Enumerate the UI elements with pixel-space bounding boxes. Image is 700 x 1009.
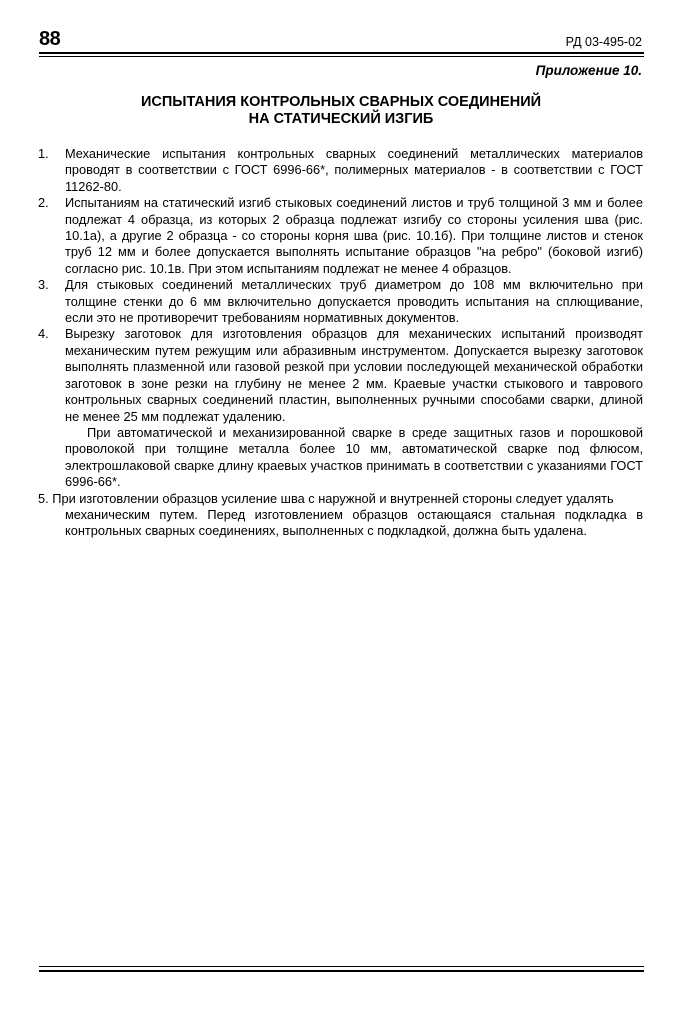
list-item-text: Испытаниям на статический изгиб стыковых соединений листов и труб толщиной 3 мм и более подлежат 4 образца, из которых 2 образца подлежат изгибу со стороны усиления шва (рис. 10.1а), а другие 2 образца - со стороны корня шва (рис. 10.1б). При толщине листов и стенок труб 12 мм и более допускается выполнять испытание образцов "на ребро" (боковой изгиб) согласно рис. 10.1в. При этом испытаниям подлежат не менее 4 образцов.: [65, 195, 643, 276]
document-body: [38, 146, 643, 540]
page-number: 88: [39, 28, 61, 50]
list-item-text: Вырезку заготовок для изготовления образцов для механических испытаний производят механическим путем режущим или абразивным инструментом. Допускается вырезку заготовок выполнять плазменной или газовой резкой при условии последующей механической обработки заготовок в зоне резки на глубину не менее 2 мм. Краевые участки стыкового и таврового контрольных сварных соединений пластин, выполненных ручными способами сварки, длиной не менее 25 мм подлежат удалению.: [65, 326, 643, 424]
title-line-2: НА СТАТИЧЕСКИЙ ИЗГИБ: [248, 111, 434, 127]
list-item-text: Механические испытания контрольных сварных соединений металлических материалов проводят в соответствии с ГОСТ 6996-66*, полимерных материалов - в соответствии с ГОСТ 11262-80.: [65, 146, 643, 194]
list-item-5-first-line: [38, 491, 643, 507]
list-item-3: [38, 277, 643, 326]
footer-rule-thick: [39, 970, 644, 972]
list-item-number: 3.: [38, 277, 49, 293]
page-title: [40, 94, 642, 128]
footer-rule: [39, 966, 644, 967]
list-item-text: Для стыковых соединений металлических труб диаметром до 108 мм включительно при толщине стенки до 6 мм включительно допускается проводить испытания на сплющивание, если это не противоречит требованиям нормативных документов.: [65, 277, 643, 326]
list-item-text-continued: механическим путем. Перед изготовлением образцов остающаяся стальная подкладка в контрольных сварных соединениях, выполненных с подкладкой, должна быть удалена.: [65, 506, 643, 539]
list-item-5: [38, 491, 643, 540]
list-item-2: [38, 195, 643, 277]
document-code: РД 03-495-02: [565, 35, 642, 49]
list-item-4: [38, 326, 643, 424]
list-item-4-paragraph: При автоматической и механизированной сварке в среде защитных газов и порошковой проволокой при толщине металла более 10 мм, автоматической сварке под флюсом, электрошлаковой сварке длину краевых участков принимать в соответствии с указаниями ГОСТ 6996-66*.: [65, 424, 643, 490]
header-rule-thin: [39, 56, 644, 57]
list-item-text: При изготовлении образцов усиление шва с наружной и внутренней стороны следует удалять: [52, 490, 614, 506]
list-item-number: 2.: [38, 195, 49, 211]
list-item-1: [38, 146, 643, 195]
appendix-label: Приложение 10.: [535, 63, 642, 78]
title-line-1: ИСПЫТАНИЯ КОНТРОЛЬНЫХ СВАРНЫХ СОЕДИНЕНИЙ: [140, 94, 542, 110]
header-rule: [39, 52, 644, 54]
list-item-number: 1.: [38, 146, 49, 161]
list-item-number: 4.: [38, 326, 49, 342]
list-item-number: 5.: [38, 490, 49, 506]
